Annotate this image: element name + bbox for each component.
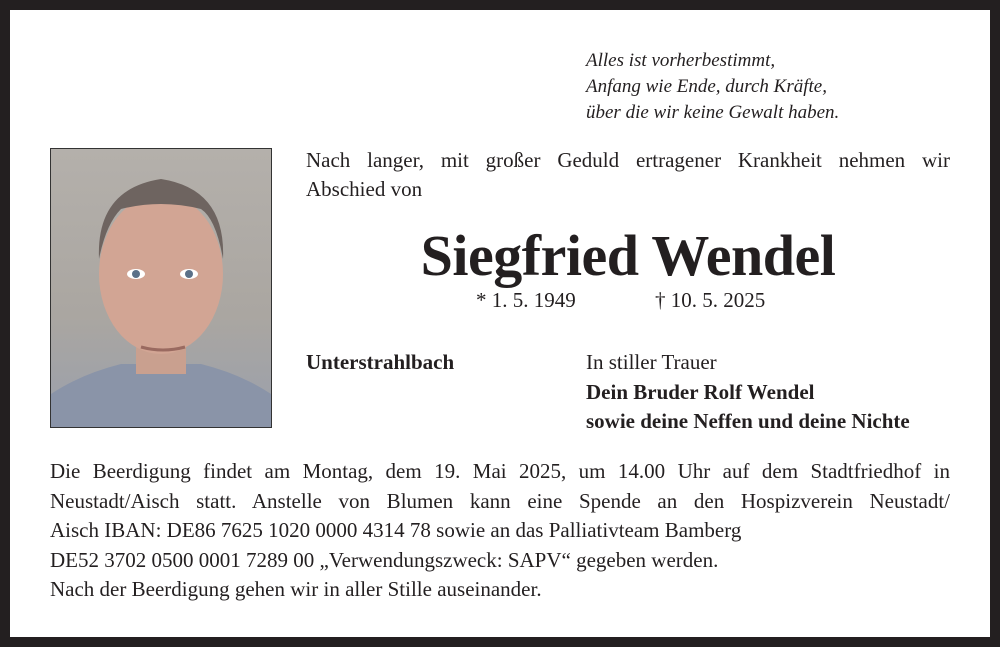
funeral-text-line: Nach der Beerdigung gehen wir in aller Stille auseinander. — [50, 577, 542, 601]
funeral-text-line: Neustadt/Aisch statt. Anstelle von Blumen kann eine Spende an den Hospizverein Neustadt/ — [50, 489, 950, 513]
funeral-text-line: DE52 3702 0500 0001 7289 00 „Verwendungszweck: SAPV“ gegeben werden. — [50, 548, 719, 572]
birth-date: * 1. 5. 1949 — [476, 288, 576, 312]
funeral-text-line: Die Beerdigung findet am Montag, dem 19. Mai 2025, um 14.00 Uhr auf dem Stadtfriedhof in — [50, 459, 950, 483]
mourners-intro: In stiller Trauer — [586, 350, 717, 374]
intro-line: Nach langer, mit großer Geduld ertragener Krankheit nehmen wir — [306, 148, 950, 172]
mourner: Dein Bruder Rolf Wendel — [586, 380, 815, 404]
obituary-notice — [10, 10, 990, 637]
quote-line: Alles ist vorherbestimmt, — [586, 50, 776, 71]
quote-line: Anfang wie Ende, durch Kräfte, — [586, 76, 827, 97]
portrait-photo — [50, 148, 272, 428]
deceased-name: Siegfried Wendel — [420, 223, 836, 288]
death-date: † 10. 5. 2025 — [655, 288, 766, 312]
intro-line: Abschied von — [306, 177, 423, 201]
funeral-text-line: Aisch IBAN: DE86 7625 1020 0000 4314 78 sowie an das Palliativteam Bamberg — [50, 518, 742, 542]
mourner: sowie deine Neffen und deine Nichte — [586, 409, 910, 433]
place: Unterstrahlbach — [306, 350, 455, 374]
quote-line: über die wir keine Gewalt haben. — [586, 102, 840, 123]
